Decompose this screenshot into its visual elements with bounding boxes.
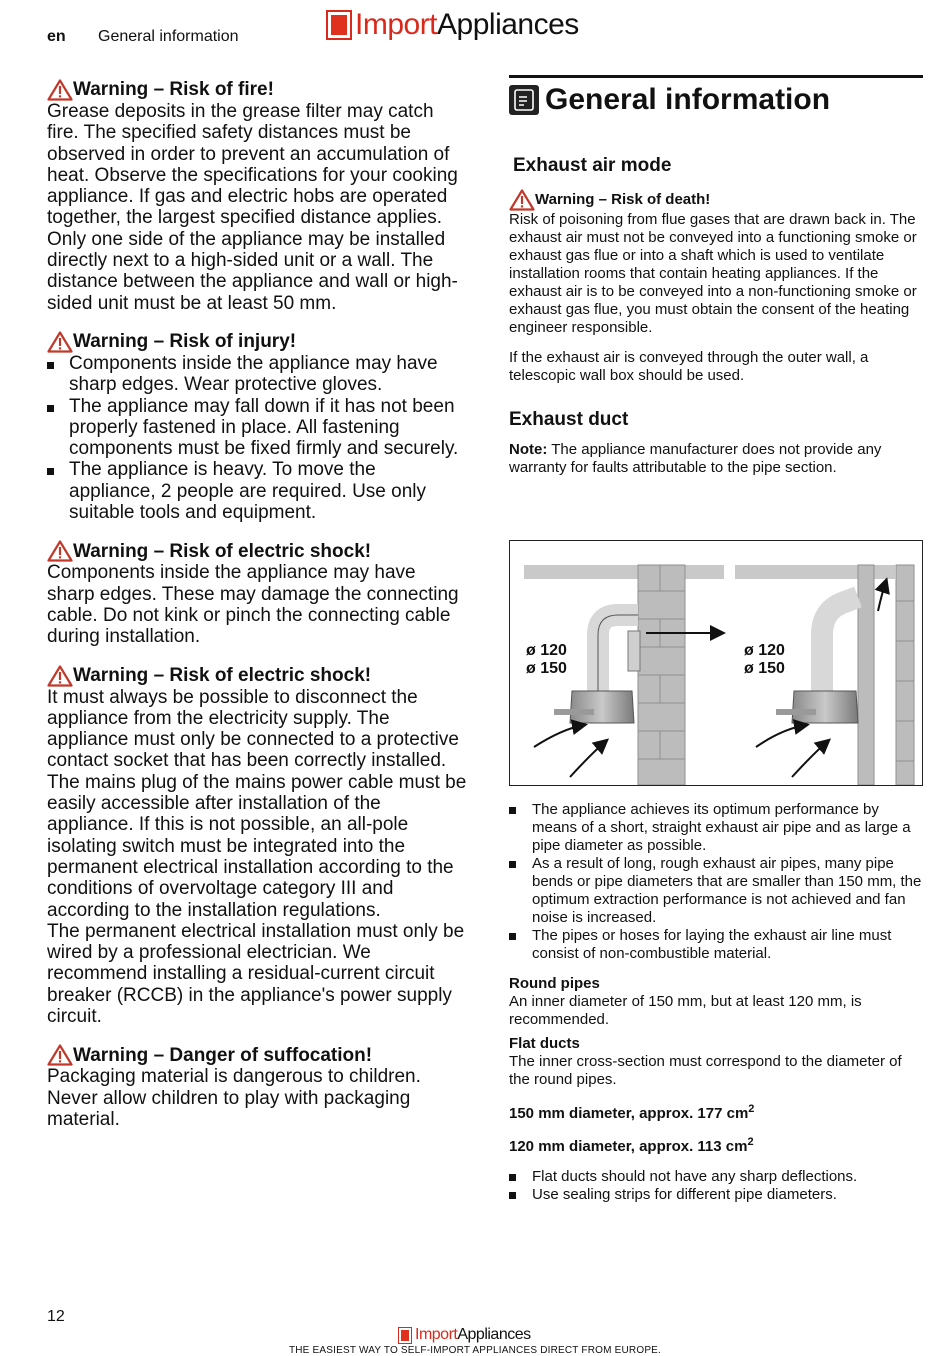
diameter-label: ø 150 xyxy=(526,660,567,677)
warning-triangle-icon xyxy=(47,1044,73,1066)
list-item: The appliance may fall down if it has not been properly fastened in place. All fastening components must be fixed firmly and securely. xyxy=(47,396,467,460)
paragraph: The permanent electrical installation must only be wired by a professional electrician. We recommend installing a residual-current circuit breaker (RCCB) in the appliance's power supply circuit. xyxy=(47,920,465,1027)
paragraph: Only one side of the appliance may be installed directly next to a high-sided unit or a wall. The distance between the appliance and wall or high-sided unit must be at least 50 mm. xyxy=(47,228,458,314)
page-number: 12 xyxy=(47,1308,65,1325)
footer-brand-logo[interactable] xyxy=(398,1326,531,1344)
warning-triangle-icon xyxy=(509,189,535,211)
paragraph: Grease deposits in the grease filter may catch fire. The specified safety distances must be observed in order to prevent an accumulation of heat. Observe the specifications for your cooking appliance. If gas and electric hobs are operated together, the largest specified distance applies. xyxy=(47,101,458,229)
logo-square-icon xyxy=(398,1327,412,1344)
list-item: The pipes or hoses for laying the exhaust air line must consist of non-combustible material. xyxy=(509,927,923,963)
bullet-list xyxy=(47,353,467,523)
warning-triangle-icon xyxy=(47,79,73,101)
exhaust-duct-diagram xyxy=(509,540,923,786)
diameter-120-spec: 120 mm diameter, approx. 113 $cm^2$ xyxy=(509,1136,754,1155)
paragraph: The mains plug of the mains power cable must be easily accessible after installation of the appliance. If this is not possible, an all-pole isolating switch must be integrated into the permanent electrical installation according to the conditions of overvoltage category III and according to the installation regulations. xyxy=(47,771,467,921)
warning-injury-title: Warning – Risk of injury! xyxy=(47,331,467,353)
diameter-label: ø 120 xyxy=(744,642,785,659)
bullet-list xyxy=(509,801,923,963)
left-column xyxy=(47,79,467,1130)
warning-death-title: Warning – Risk of death! xyxy=(509,189,923,211)
warning-triangle-icon xyxy=(47,665,73,687)
logo-square-icon xyxy=(326,10,352,40)
paragraph: It must always be possible to disconnect the appliance from the electricity supply. The appliance must only be connected to a protective contact socket that has been correctly installed. xyxy=(47,686,459,772)
diameter-label: ø 150 xyxy=(744,660,785,677)
logo-text-appliances: Appliances xyxy=(437,8,579,41)
exhaust-duct-heading: Exhaust duct xyxy=(509,409,629,430)
logo-text-appliances: Appliances xyxy=(457,1326,531,1343)
footer-tagline: THE EASIEST WAY TO SELF-IMPORT APPLIANCES DIRECT FROM EUROPE. xyxy=(288,1345,662,1356)
list-item: As a result of long, rough exhaust air pipes, many pipe bends or pipe diameters that are smaller than 150 mm, the optimum extraction performance is not achieved and fan noise is increased. xyxy=(509,855,923,927)
exhaust-air-mode-heading: Exhaust air mode xyxy=(513,155,672,176)
list-item: The appliance achieves its optimum performance by means of a short, straight exhaust air pipe and as large a pipe diameter as possible. xyxy=(509,801,923,855)
paragraph: The inner cross-section must correspond to the diameter of the round pipes. xyxy=(509,1053,902,1088)
list-item: Components inside the appliance may have sharp edges. Wear protective gloves. xyxy=(47,353,467,396)
logo-text-import: Import xyxy=(355,8,438,41)
bullet-list xyxy=(509,1168,923,1204)
paragraph: Components inside the appliance may have sharp edges. These may damage the connecting cable. Do not kink or pinch the connecting cable during installation. xyxy=(47,562,459,648)
note-paragraph: Note: The appliance manufacturer does not provide any warranty for faults attributable to the pipe section. xyxy=(509,441,882,476)
diameter-label: ø 120 xyxy=(526,642,567,659)
warning-triangle-icon xyxy=(47,331,73,353)
list-item: Use sealing strips for different pipe diameters. xyxy=(509,1186,923,1204)
divider xyxy=(509,75,923,78)
page-title: General information xyxy=(509,85,923,115)
warning-electric-shock-title: Warning – Risk of electric shock! xyxy=(47,540,467,562)
warning-fire-title: Warning – Risk of fire! xyxy=(47,79,467,101)
warning-triangle-icon xyxy=(47,540,73,562)
round-pipes-heading: Round pipes xyxy=(509,975,600,992)
section-label: General information xyxy=(98,28,239,45)
paragraph: Packaging material is dangerous to children. Never allow children to play with packaging material. xyxy=(47,1066,421,1130)
logo-text-import: Import xyxy=(415,1326,458,1343)
warning-electric-shock-title: Warning – Risk of electric shock! xyxy=(47,665,467,687)
warning-suffocation-title: Warning – Danger of suffocation! xyxy=(47,1044,467,1066)
list-item: The appliance is heavy. To move the appliance, 2 people are required. Use only suitable tools and equipment. xyxy=(47,459,467,523)
hand-pointer-icon xyxy=(509,85,539,115)
paragraph: Risk of poisoning from flue gases that are drawn back in. The exhaust air must not be conveyed into a functioning smoke or exhaust gas flue or into a shaft which is used to ventilate installation rooms that contain heating appliances. If the exhaust air is to be conveyed into a non-functioning smoke or exhaust gas flue, you must obtain the consent of the heating engineer responsible. xyxy=(509,211,917,336)
paragraph: An inner diameter of 150 mm, but at least 120 mm, is recommended. xyxy=(509,993,862,1028)
brand-logo[interactable] xyxy=(326,8,579,42)
flat-ducts-heading: Flat ducts xyxy=(509,1035,580,1052)
list-item: Flat ducts should not have any sharp deflections. xyxy=(509,1168,923,1186)
language-code: en xyxy=(47,28,66,45)
diameter-150-spec: 150 mm diameter, approx. 177 $cm^2$ xyxy=(509,1103,755,1122)
paragraph: If the exhaust air is conveyed through the outer wall, a telescopic wall box should be used. xyxy=(509,349,869,384)
